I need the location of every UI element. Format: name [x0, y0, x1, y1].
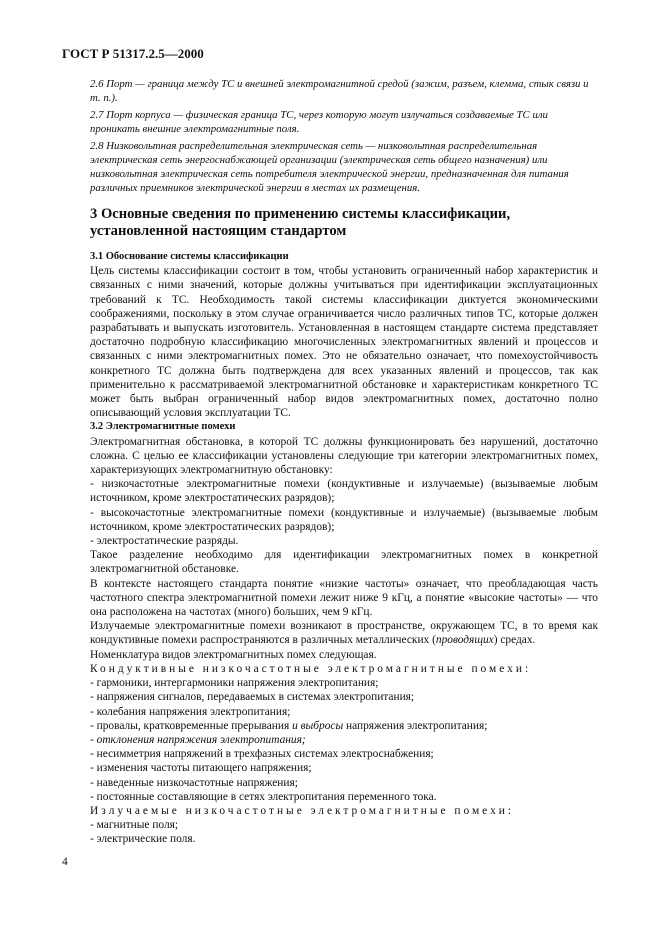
subsection-3-1-heading: 3.1 Обоснование системы классификации [90, 251, 289, 262]
definitions-block [90, 77, 598, 198]
subsection-3-2-heading: 3.2 Электромагнитные помехи [90, 421, 236, 433]
paragraph-separation: Такое разделение необходимо для идентификации электромагнитных помех в конкретной электромагнитной обстановке. [90, 549, 598, 576]
conducted-item-dips [90, 719, 598, 733]
conducted-item-deviation: - отклонения напряжения электропитания; [90, 733, 306, 746]
conducted-item: - изменения частоты питающего напряжения; [90, 762, 312, 775]
radiated-text-c: ) средах. [493, 634, 536, 647]
definition-2-6: 2.6 Порт — граница между ТС и внешней электромагнитной средой (зажим, разъем, клемма, стык связи и т. п.). [90, 78, 589, 104]
definition-2-7: 2.7 Порт корпуса — физическая граница ТС, через которую могут излучаться создаваемые ТС или проникать внешние электромагнитные поля. [90, 109, 548, 135]
category-electrostatic: - электростатические разряды. [90, 535, 239, 548]
radiated-text-italic: проводящих [435, 634, 494, 647]
paragraph-nomenclature: Номенклатура видов электромагнитных помех следующая. [90, 648, 377, 661]
conducted-item: - наведенные низкочастотные напряжения; [90, 776, 298, 789]
conducted-item: - гармоники, интергармоники напряжения электропитания; [90, 677, 379, 690]
definition-2-8: 2.8 Низковольтная распределительная электрическая сеть — низковольтная распределительная электрическая сеть энергоснабжающей организации (электрическая сеть общего назначения) или низковольтная электрическая сеть потребителя электрической энергии, предназначенная для питания различных приемников электрической энергии в местах их размещения. [90, 140, 569, 194]
dips-text-c: напряжения электропитания; [343, 719, 488, 732]
paragraph-low-frequency: В контексте настоящего стандарта понятие «низкие частоты» означает, что преобладающая часть частотного спектра электромагнитной помехи лежит ниже 9 кГц, а понятие «высокие частоты» — что она расположена на частотах (много) больших, чем 9 кГц. [90, 577, 598, 619]
radiated-item: - электрические поля. [90, 833, 196, 846]
conducted-item: - несимметрия напряжений в трехфазных системах электроснабжения; [90, 748, 434, 761]
conducted-item: - постоянные составляющие в сетях электропитания переменного тока. [90, 790, 437, 803]
category-low-frequency: - низкочастотные электромагнитные помехи (кондуктивные и излучаемые) (вызываемые любым источником, кроме электростатических разрядов); [90, 478, 598, 505]
standard-header: ГОСТ Р 51317.2.5—2000 [62, 46, 204, 61]
dips-text-italic: и выбросы [292, 719, 344, 732]
conducted-title: Кондуктивные низкочастотные электромагнитные помехи: [90, 662, 532, 675]
page-number: 4 [62, 856, 68, 868]
radiated-title: Излучаемые низкочастотные электромагнитные помехи: [90, 804, 515, 817]
dips-text-a: - провалы, кратковременные прерывания [90, 719, 293, 732]
section-3-title: 3 Основные сведения по применению системы классификации, установленной настоящим стандартом [90, 206, 511, 239]
section-3-body [90, 250, 598, 847]
paragraph-radiated [90, 619, 598, 647]
radiated-item: - магнитные поля; [90, 819, 179, 832]
conducted-item: - колебания напряжения электропитания; [90, 705, 291, 718]
category-high-frequency: - высокочастотные электромагнитные помехи (кондуктивные и излучаемые) (вызываемые любым источником, кроме электростатических разрядов); [90, 506, 598, 533]
conducted-item: - напряжения сигналов, передаваемых в системах электропитания; [90, 691, 415, 704]
subsection-3-1-text: Цель системы классификации состоит в том, чтобы установить ограниченный набор характеристик и связанных с ними значений, которые должны учитываться при идентификации эксплуатационных требований к ТС. Необходимость такой системы классификации диктуется экономическими соображениями, поскольку в этом случае ограничивается число различных типов ТС, которые должен разрабатывать и выпускать изготовитель. Установленная в настоящем стандарте система представляет достаточно подробную классификацию многочисленных электромагнитных явлений и процессов и связанных с ними электромагнитных помех. Это не обязательно означает, что помехоустойчивость конкретного ТС должна быть подтверждена для всех указанных явлений и процессов, так как применительно к рассматриваемой электромагнитной обстановке и характеристикам конкретного ТС может быть выбран ограниченный набор видов электромагнитных помех, достаточно полно описывающий условия эксплуатации ТС. [90, 265, 598, 420]
paragraph-intro: Электромагнитная обстановка, в которой ТС должны функционировать без нарушений, достаточно сложна. С целью ее классификации установлены следующие три категории электромагнитных помех, характеризующих электромагнитную обстановку: [90, 435, 598, 477]
radiated-text-a: Излучаемые электромагнитные помехи возникают в пространстве, окружающем ТС, в то время как кондуктивные помехи распространяются в различных металлических ( [90, 620, 598, 647]
